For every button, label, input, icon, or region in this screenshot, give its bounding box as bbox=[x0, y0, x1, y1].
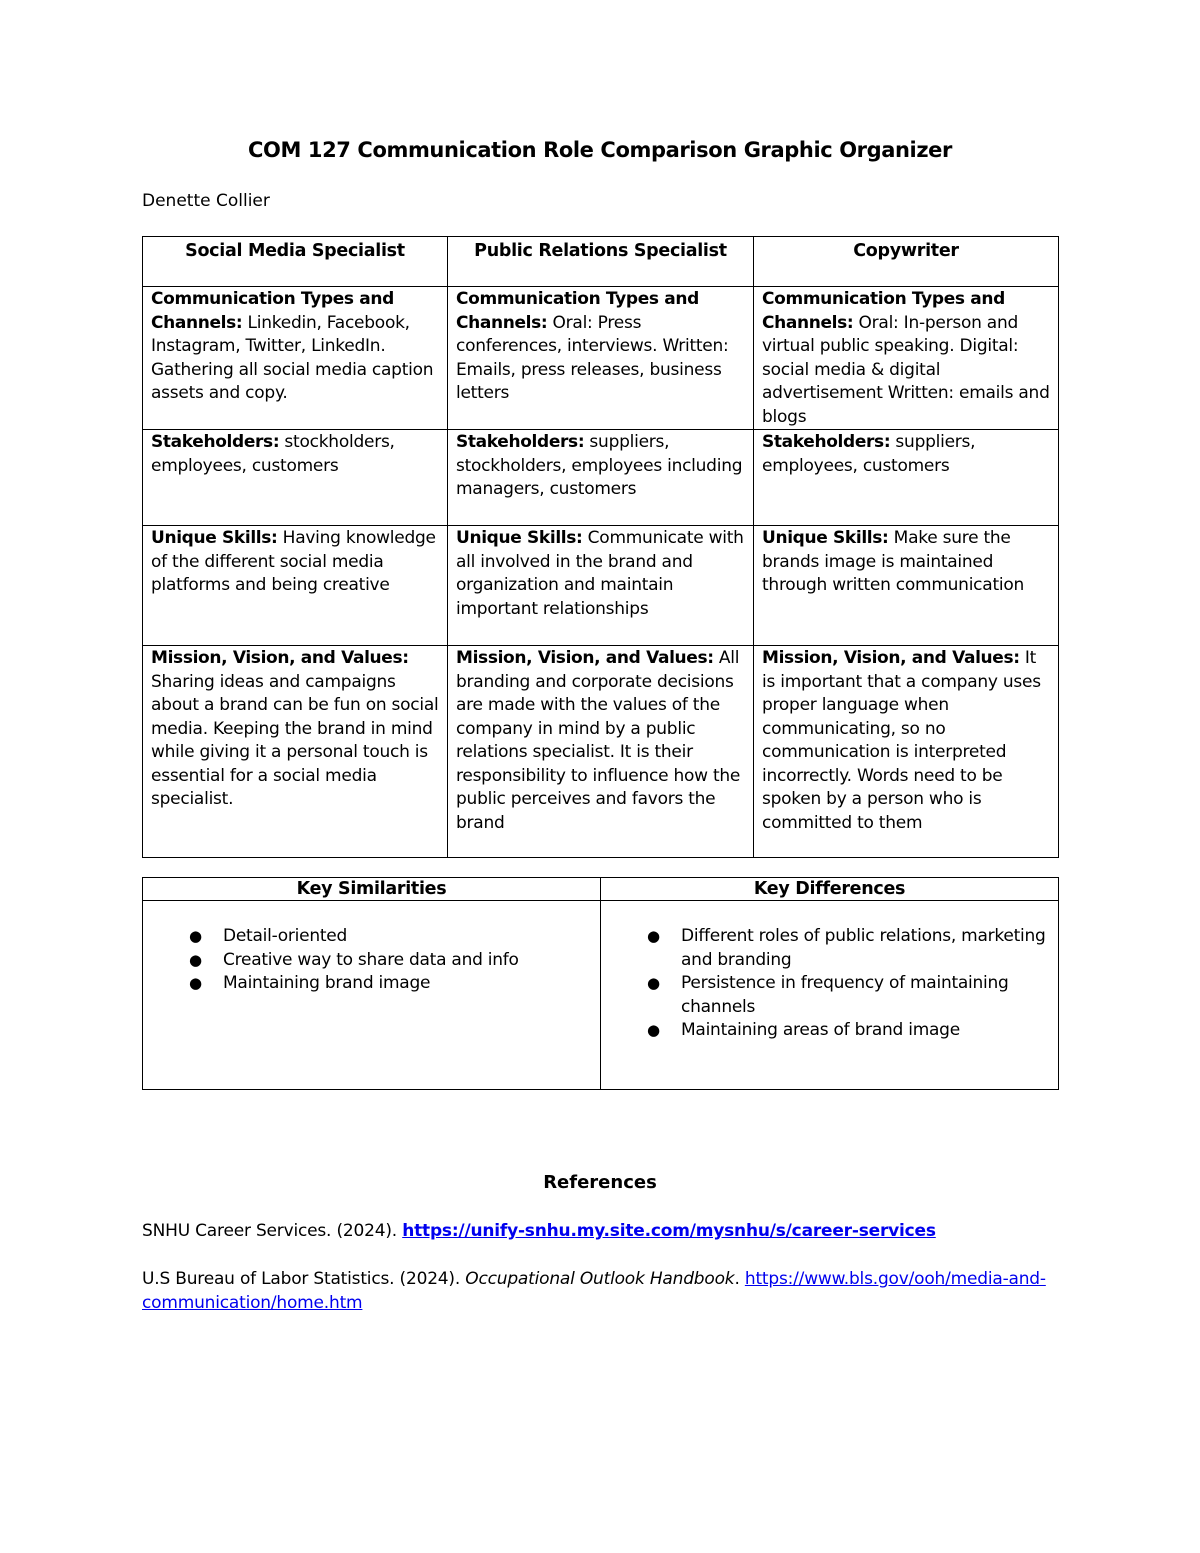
list-item-text: Maintaining areas of brand image bbox=[681, 1020, 960, 1040]
snhu-career-services-link[interactable]: https://unify-snhu.my.site.com/mysnhu/s/career-services bbox=[402, 1221, 936, 1241]
table-cell bbox=[448, 526, 754, 646]
header-public-relations-specialist: Public Relations Specialist bbox=[448, 237, 754, 287]
cell-label: Stakeholders: bbox=[151, 432, 280, 452]
reference-title: Occupational Outlook Handbook bbox=[465, 1269, 735, 1289]
bullet-icon: ● bbox=[647, 1021, 660, 1039]
reference-text: SNHU Career Services. (2024). bbox=[142, 1221, 403, 1241]
reference-punct: . bbox=[734, 1269, 745, 1289]
list-item bbox=[189, 925, 592, 949]
cell-text: Make sure the brands image is maintained through written communication bbox=[762, 528, 1025, 595]
list-item bbox=[647, 1019, 1050, 1043]
list-item bbox=[189, 972, 592, 996]
table-cell bbox=[754, 526, 1059, 646]
differences-list bbox=[609, 925, 1050, 1043]
list-item bbox=[189, 949, 592, 973]
bls-ooh-link[interactable]: https://www.bls.gov/ooh/media-and-communication/home.htm bbox=[142, 1269, 1046, 1313]
similarities-cell bbox=[143, 901, 601, 1090]
cell-label: Stakeholders: bbox=[762, 432, 891, 452]
cell-text: Linkedin, Facebook, Instagram, Twitter, LinkedIn. Gathering all social media caption assets and copy. bbox=[151, 312, 434, 403]
table-row-communication bbox=[143, 287, 1059, 430]
bullet-icon: ● bbox=[647, 974, 660, 992]
header-key-similarities: Key Similarities bbox=[143, 878, 601, 901]
cell-text: It is important that a company uses proper language when communicating, so no communication is interpreted incorrectly. Words need to be spoken by a person who is committed to them bbox=[762, 648, 1041, 833]
table-cell bbox=[143, 526, 448, 646]
table-cell bbox=[754, 430, 1059, 526]
cell-text: Communicate with all involved in the brand and organization and maintain important relationships bbox=[456, 528, 744, 619]
table-row-unique-skills bbox=[143, 526, 1059, 646]
cell-text: Having knowledge of the different social media platforms and being creative bbox=[151, 528, 436, 595]
header-social-media-specialist: Social Media Specialist bbox=[143, 237, 448, 287]
references-heading: References bbox=[543, 1172, 657, 1193]
cell-text: Oral: In-person and virtual public speaking. Digital: social media & digital advertisement Written: emails and blogs bbox=[762, 312, 1050, 427]
header-key-differences: Key Differences bbox=[601, 878, 1059, 901]
bullet-icon: ● bbox=[189, 974, 202, 992]
cell-label: Communication Types and Channels: bbox=[762, 289, 1005, 333]
cell-text: All branding and corporate decisions are made with the values of the company in mind by a public relations specialist. It is their responsibility to influence how the public perceives and favors the brand bbox=[456, 648, 741, 833]
list-item-text: Detail-oriented bbox=[223, 926, 348, 946]
list-item-text: Creative way to share data and info bbox=[223, 949, 519, 970]
table-header-row bbox=[143, 237, 1059, 287]
document-title: COM 127 Communication Role Comparison Graphic Organizer bbox=[248, 138, 952, 162]
cell-text: suppliers, stockholders, employees including managers, customers bbox=[456, 432, 743, 499]
table-cell bbox=[143, 430, 448, 526]
list-item-text: Different roles of public relations, marketing and branding bbox=[681, 926, 1046, 970]
bullet-icon: ● bbox=[189, 927, 202, 945]
table-row-stakeholders bbox=[143, 430, 1059, 526]
cell-label: Unique Skills: bbox=[151, 528, 278, 548]
list-item bbox=[647, 972, 1050, 1019]
cell-label: Communication Types and Channels: bbox=[151, 289, 394, 333]
cell-label: Mission, Vision, and Values: bbox=[151, 648, 409, 668]
list-item-text: Persistence in frequency of maintaining channels bbox=[681, 973, 1009, 1017]
key-comparison-table bbox=[142, 877, 1059, 1090]
bullet-icon: ● bbox=[189, 950, 202, 969]
cell-label: Stakeholders: bbox=[456, 432, 585, 452]
table-cell bbox=[448, 646, 754, 858]
cell-label: Unique Skills: bbox=[456, 528, 583, 548]
cell-label: Unique Skills: bbox=[762, 528, 889, 548]
cell-label: Communication Types and Channels: bbox=[456, 289, 699, 333]
list-item-text: Maintaining brand image bbox=[223, 973, 431, 993]
similarities-list bbox=[151, 925, 592, 996]
header-copywriter: Copywriter bbox=[754, 237, 1059, 287]
bullet-icon: ● bbox=[647, 927, 660, 945]
table-row-mission bbox=[143, 646, 1059, 858]
role-comparison-table bbox=[142, 236, 1059, 858]
author-name: Denette Collier bbox=[142, 191, 270, 211]
table-cell bbox=[448, 287, 754, 430]
table-cell bbox=[754, 646, 1059, 858]
reference-2 bbox=[142, 1268, 1062, 1315]
cell-text: stockholders, employees, customers bbox=[151, 432, 395, 476]
list-item bbox=[647, 925, 1050, 972]
table-header-row bbox=[143, 878, 1059, 901]
table-cell bbox=[143, 287, 448, 430]
cell-label: Mission, Vision, and Values: bbox=[762, 648, 1020, 668]
table-row bbox=[143, 901, 1059, 1090]
cell-text: Sharing ideas and campaigns about a brand can be fun on social media. Keeping the brand in mind while giving it a personal touch is essential for a social media specialist. bbox=[151, 671, 439, 809]
table-cell bbox=[143, 646, 448, 858]
reference-text: U.S Bureau of Labor Statistics. (2024). bbox=[142, 1269, 466, 1289]
table-cell bbox=[448, 430, 754, 526]
cell-text: Oral: Press conferences, interviews. Written: Emails, press releases, business letters bbox=[456, 312, 729, 403]
cell-text: suppliers, employees, customers bbox=[762, 432, 976, 476]
cell-label: Mission, Vision, and Values: bbox=[456, 648, 714, 668]
table-cell bbox=[754, 287, 1059, 430]
differences-cell bbox=[601, 901, 1059, 1090]
reference-1 bbox=[142, 1220, 1062, 1244]
